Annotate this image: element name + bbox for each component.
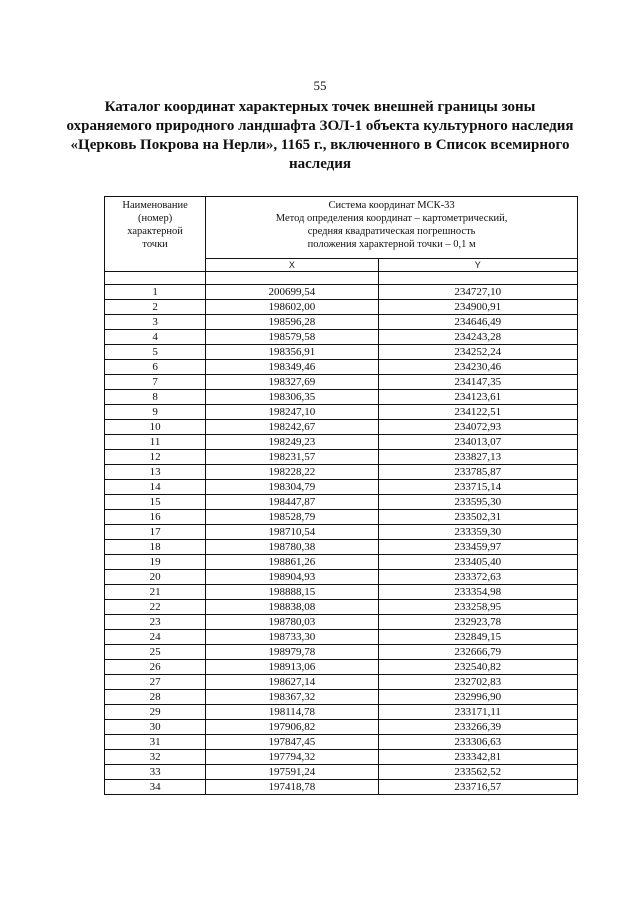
x-coordinate-cell: 198327,69: [206, 375, 378, 390]
table-row: [105, 435, 578, 450]
y-coordinate-cell: 233359,30: [378, 525, 577, 540]
table-row: [105, 510, 578, 525]
x-coordinate-cell: 198356,91: [206, 345, 378, 360]
x-coordinate-cell: 198447,87: [206, 495, 378, 510]
y-coordinate-cell: 233266,39: [378, 720, 577, 735]
x-coordinate-cell: 198367,32: [206, 690, 378, 705]
header-line: (номер): [137, 213, 173, 224]
x-coordinate-cell: 198888,15: [206, 585, 378, 600]
table-row: [105, 300, 578, 315]
document-title: [60, 98, 580, 174]
table-row: [105, 330, 578, 345]
title-line: охраняемого природного ландшафта ЗОЛ-1 объекта культурного наследия: [66, 118, 574, 134]
x-coordinate-cell: 197906,82: [206, 720, 378, 735]
x-coordinate-cell: 198913,06: [206, 660, 378, 675]
table-row: [105, 645, 578, 660]
y-coordinate-cell: 233827,13: [378, 450, 577, 465]
y-coordinate-cell: 233372,63: [378, 570, 577, 585]
point-number-cell: 32: [105, 750, 206, 765]
point-number-cell: 17: [105, 525, 206, 540]
table-row: [105, 630, 578, 645]
table-row: [105, 315, 578, 330]
y-coordinate-cell: 233716,57: [378, 780, 577, 795]
y-coordinate-cell: 232702,83: [378, 675, 577, 690]
table-row: [105, 450, 578, 465]
point-number-cell: 2: [105, 300, 206, 315]
y-coordinate-cell: 234123,61: [378, 390, 577, 405]
x-coordinate-cell: 197847,45: [206, 735, 378, 750]
y-coordinate-cell: 233459,97: [378, 540, 577, 555]
y-coordinate-cell: 234646,49: [378, 315, 577, 330]
y-coordinate-cell: 234122,51: [378, 405, 577, 420]
y-coordinate-cell: 233171,11: [378, 705, 577, 720]
y-coordinate-cell: 233785,87: [378, 465, 577, 480]
table-row: [105, 675, 578, 690]
table-row: [105, 375, 578, 390]
table-row: [105, 585, 578, 600]
table-row: [105, 570, 578, 585]
point-number-cell: 21: [105, 585, 206, 600]
x-coordinate-cell: 198579,58: [206, 330, 378, 345]
x-coordinate-cell: 198528,79: [206, 510, 378, 525]
point-number-cell: 8: [105, 390, 206, 405]
y-coordinate-cell: 234147,35: [378, 375, 577, 390]
y-coordinate-cell: 232996,90: [378, 690, 577, 705]
point-number-cell: 33: [105, 765, 206, 780]
y-coordinate-cell: 232540,82: [378, 660, 577, 675]
y-coordinate-cell: 234252,24: [378, 345, 577, 360]
table-row: [105, 345, 578, 360]
y-coordinate-cell: 234727,10: [378, 285, 577, 300]
point-name-header: [105, 197, 206, 272]
x-coordinate-cell: 198242,67: [206, 420, 378, 435]
table-row: [105, 285, 578, 300]
table-row: [105, 735, 578, 750]
page-number: 55: [313, 78, 327, 93]
x-column-header: X: [206, 258, 378, 271]
header-line: точки: [142, 239, 168, 250]
header-line: средняя квадратическая погрешность: [307, 226, 476, 237]
table-row: [105, 615, 578, 630]
point-number-cell: 1: [105, 285, 206, 300]
table-row: [105, 420, 578, 435]
point-number-cell: 22: [105, 600, 206, 615]
point-number-cell: 19: [105, 555, 206, 570]
table-body: [105, 285, 578, 795]
table-row: [105, 495, 578, 510]
table-row: [105, 525, 578, 540]
header-line: Наименование: [122, 200, 188, 211]
x-coordinate-cell: 197591,24: [206, 765, 378, 780]
point-number-cell: 27: [105, 675, 206, 690]
x-coordinate-cell: 198249,23: [206, 435, 378, 450]
point-number-cell: 15: [105, 495, 206, 510]
point-number-cell: 30: [105, 720, 206, 735]
x-coordinate-cell: 198710,54: [206, 525, 378, 540]
table-row: [105, 555, 578, 570]
point-number-cell: 34: [105, 780, 206, 795]
x-coordinate-cell: 197418,78: [206, 780, 378, 795]
header-line: характерной: [127, 226, 183, 237]
table-row: [105, 705, 578, 720]
blank-cell: [206, 272, 378, 285]
table-row: [105, 600, 578, 615]
table-row: [105, 390, 578, 405]
y-coordinate-cell: 233715,14: [378, 480, 577, 495]
x-coordinate-cell: 198306,35: [206, 390, 378, 405]
point-number-cell: 3: [105, 315, 206, 330]
y-coordinate-cell: 233595,30: [378, 495, 577, 510]
x-coordinate-cell: 198979,78: [206, 645, 378, 660]
x-coordinate-cell: 198114,78: [206, 705, 378, 720]
point-number-cell: 5: [105, 345, 206, 360]
point-number-cell: 9: [105, 405, 206, 420]
point-number-cell: 14: [105, 480, 206, 495]
x-coordinate-cell: 198304,79: [206, 480, 378, 495]
table-row: [105, 540, 578, 555]
table-row: [105, 480, 578, 495]
point-number-cell: 25: [105, 645, 206, 660]
title-line: наследия: [288, 156, 352, 172]
y-coordinate-cell: 233354,98: [378, 585, 577, 600]
y-coordinate-cell: 234243,28: [378, 330, 577, 345]
table-row: [105, 360, 578, 375]
table-row: [105, 750, 578, 765]
x-coordinate-cell: 198838,08: [206, 600, 378, 615]
point-number-cell: 6: [105, 360, 206, 375]
x-coordinate-cell: 198349,46: [206, 360, 378, 375]
x-coordinate-cell: 198627,14: [206, 675, 378, 690]
y-coordinate-cell: 233562,52: [378, 765, 577, 780]
point-number-cell: 20: [105, 570, 206, 585]
blank-cell: [378, 272, 577, 285]
y-coordinate-cell: 232849,15: [378, 630, 577, 645]
point-number-cell: 23: [105, 615, 206, 630]
y-coordinate-cell: 233502,31: [378, 510, 577, 525]
coordinates-table: [104, 196, 578, 795]
x-coordinate-cell: 198780,38: [206, 540, 378, 555]
point-number-cell: 28: [105, 690, 206, 705]
coordinate-system-header: [206, 197, 578, 259]
point-number-cell: 13: [105, 465, 206, 480]
table-row: [105, 720, 578, 735]
y-coordinate-cell: 233342,81: [378, 750, 577, 765]
x-coordinate-cell: 198861,26: [206, 555, 378, 570]
x-coordinate-cell: 198596,28: [206, 315, 378, 330]
x-coordinate-cell: 198247,10: [206, 405, 378, 420]
point-number-cell: 16: [105, 510, 206, 525]
point-number-cell: 12: [105, 450, 206, 465]
point-number-cell: 29: [105, 705, 206, 720]
table-row: [105, 660, 578, 675]
title-line: «Церковь Покрова на Нерли», 1165 г., включенного в Список всемирного: [70, 137, 570, 153]
point-number-cell: 24: [105, 630, 206, 645]
y-coordinate-cell: 232666,79: [378, 645, 577, 660]
x-coordinate-cell: 197794,32: [206, 750, 378, 765]
y-coordinate-cell: 233405,40: [378, 555, 577, 570]
point-number-cell: 7: [105, 375, 206, 390]
point-number-cell: 4: [105, 330, 206, 345]
point-number-cell: 18: [105, 540, 206, 555]
point-number-cell: 11: [105, 435, 206, 450]
table-row: [105, 690, 578, 705]
x-coordinate-cell: 198602,00: [206, 300, 378, 315]
y-coordinate-cell: 233306,63: [378, 735, 577, 750]
point-number-cell: 31: [105, 735, 206, 750]
x-coordinate-cell: 198733,30: [206, 630, 378, 645]
y-coordinate-cell: 234072,93: [378, 420, 577, 435]
header-line: Метод определения координат – картометрический,: [275, 213, 508, 224]
table-row: [105, 765, 578, 780]
point-number-cell: 10: [105, 420, 206, 435]
y-coordinate-cell: 233258,95: [378, 600, 577, 615]
y-coordinate-cell: 234013,07: [378, 435, 577, 450]
table-row: [105, 405, 578, 420]
x-coordinate-cell: 198228,22: [206, 465, 378, 480]
x-coordinate-cell: 198231,57: [206, 450, 378, 465]
header-line: положения характерной точки – 0,1 м: [307, 239, 476, 250]
blank-cell: [105, 272, 206, 285]
table-row: [105, 780, 578, 795]
x-coordinate-cell: 198780,03: [206, 615, 378, 630]
header-line: Система координат МСК-33: [328, 200, 455, 211]
title-line: Каталог координат характерных точек внешней границы зоны: [104, 99, 536, 115]
y-coordinate-cell: 234230,46: [378, 360, 577, 375]
x-coordinate-cell: 200699,54: [206, 285, 378, 300]
y-coordinate-cell: 232923,78: [378, 615, 577, 630]
point-number-cell: 26: [105, 660, 206, 675]
table-row: [105, 465, 578, 480]
y-coordinate-cell: 234900,91: [378, 300, 577, 315]
x-coordinate-cell: 198904,93: [206, 570, 378, 585]
y-column-header: Y: [378, 258, 577, 271]
